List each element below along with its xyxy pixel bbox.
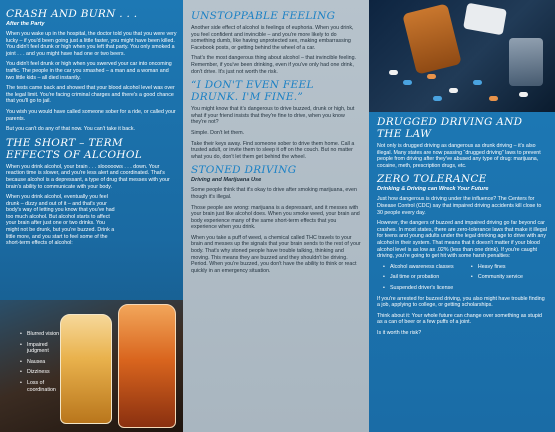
- list-item: • Jail time or probation: [383, 274, 467, 281]
- drugged-heading: DRUGGED DRIVING AND THE LAW: [377, 116, 523, 140]
- crash-paragraph: You wish you would have called someone sober for a ride, or called your parents.: [6, 108, 176, 122]
- drugged-paragraph: Not only is drugged driving as dangerous as drunk driving – it's also illegal. Many states are now passing “drugged driving” laws to prevent people from driving after they've abused any type of drug: marijuana, cocaine, meth, prescription drugs, etc.: [377, 143, 541, 169]
- bottle-cap-icon: [463, 3, 507, 36]
- cocktail-glass-icon: [118, 304, 176, 428]
- crash-paragraph: But you can't do any of that now. You can't take it back.: [6, 126, 135, 133]
- penalties-right: [471, 264, 547, 296]
- pill-icon: [403, 80, 412, 85]
- list-item: • Suspended driver's license: [383, 285, 467, 292]
- list-item: • Alcohol awareness classes: [383, 264, 467, 271]
- zero-subheading: Drinking & Driving can Wreck Your Future: [377, 186, 489, 193]
- zero-paragraph: Just how dangerous is driving under the influence? The Centers for Disease Control (CDC) say that impaired driving accidents kill close to 30 people every day.: [377, 196, 542, 216]
- stoned-heading: STONED DRIVING: [191, 164, 297, 177]
- crash-subheading: After the Party: [6, 21, 45, 27]
- pill-icon: [489, 96, 498, 101]
- unstoppable-heading: UNSTOPPABLE FEELING: [191, 10, 336, 22]
- list-item: • Loss of coordination: [20, 380, 70, 393]
- crash-heading: CRASH AND BURN . . .: [6, 8, 138, 20]
- pill-icon: [519, 92, 528, 97]
- penalties-left: [377, 264, 467, 296]
- shortterm-paragraph: When you drink alcohol, eventually you feel drunk – dizzy and out of it – and that's your body's way of letting you know that you've had too much alcohol. But alcohol starts to affect your brain after just one or two drinks. You might not be drunk, but you're buzzed. Drink a little more, and you start to feel some of the short-term effects of alcohol:: [6, 194, 115, 247]
- list-item: • Nausea: [20, 359, 70, 366]
- list-item: • Dizziness: [20, 369, 70, 376]
- pill-icon: [433, 96, 442, 101]
- shortterm-heading: THE SHORT – TERM EFFECTS OF ALCOHOL: [6, 136, 143, 161]
- list-item: • Heavy fines: [471, 264, 547, 271]
- glasses-image: [0, 300, 183, 432]
- panel-middle: [183, 0, 369, 432]
- pill-icon: [473, 80, 482, 85]
- shot-glass-icon: [509, 38, 543, 86]
- stoned-subheading: Driving and Marijuana Use: [191, 177, 262, 184]
- pill-icon: [427, 74, 436, 79]
- zero-paragraph: Think about it: Your whole future can change over something as stupid as a can of beer or a few puffs of a joint.: [377, 312, 542, 326]
- fine-paragraph: Simple. Don't let them.: [191, 129, 245, 136]
- list-item: • Blurred vision: [20, 331, 70, 338]
- pill-icon: [449, 88, 458, 93]
- unstoppable-paragraph: Another side effect of alcohol is feelings of euphoria. When you drink, you feel confident and invincible – and you're more likely to do something dumb, like having unprotected sex, making embarrassing Facebook posts, or getting behind the wheel of a car.: [191, 25, 354, 51]
- zero-paragraph: However, the dangers of buzzed and impaired driving go far beyond car crashes. In most states, there are zero-tolerance laws that make it illegal for teens and young adults under the legal drinking age to drive with any alcohol in their system. That means that it doesn't matter if your blood alcohol level is as low as .02% (less than one drink). If you're caught driving, you're going to get hit with some harsh penalties:: [377, 220, 547, 260]
- crash-paragraph: The tests came back and showed that your blood alcohol level was over the legal limit. You're facing criminal charges and there's a good chance that you'll go to jail.: [6, 85, 175, 105]
- pill-bottle-icon: [402, 3, 462, 74]
- crash-paragraph: You didn't feel drunk or high when you swerved your car into oncoming traffic. The people in the car you smashed – a man and a woman and two little kids – all died instantly.: [6, 61, 172, 81]
- zero-paragraph: Is it worth the risk?: [377, 329, 422, 336]
- stoned-paragraph: Those people are wrong: marijuana is a depressant, and it messes with your brain just like alcohol does. When you smoke weed, your brain and body experience many of the same short-term effects that you experience when you drink.: [191, 204, 360, 231]
- penalties-list: [377, 264, 547, 296]
- zero-paragraph: If you're arrested for buzzed driving, you also might have trouble finding a job, applying to college, or getting scholarships.: [377, 295, 545, 309]
- zero-heading: ZERO TOLERANCE: [377, 173, 487, 186]
- list-item: • Community service: [471, 274, 547, 281]
- fine-heading: “I DON'T EVEN FEEL DRUNK. I'M FINE.”: [191, 79, 314, 104]
- unstoppable-paragraph: That's the most dangerous thing about alcohol – that invincible feeling. Remember, if you've been drinking, even if you've only had one drink, don't drive. It's just not worth the risk.: [191, 55, 357, 75]
- fine-paragraph: You might know that it's dangerous to drive buzzed, drunk or high, but what if your friend insists that they're fine to drive, when you know they're not?: [191, 106, 355, 126]
- effects-list: [20, 331, 70, 397]
- fine-paragraph: Take their keys away. Find someone sober to drive them home. Call a trusted adult, or invite them to sleep it off on the couch. But no matter what you do, don't let them get behind the wheel.: [191, 140, 355, 160]
- stoned-paragraph: Some people think that it's okay to drive after smoking marijuana, even though it's illegal.: [191, 187, 357, 200]
- list-item: • Impaired judgment: [20, 342, 70, 355]
- stoned-paragraph: When you take a puff of weed, a chemical called THC travels to your brain and messes up the signals that your brain sends to the rest of your body. That's why stoned people have trouble talking, thinking and moving. This means they are buzzed and they shouldn't be driving. Period. When you're buzzed, you don't have the ability to think or react quickly in an emergency situation.: [191, 234, 361, 274]
- crash-paragraph: When you wake up in the hospital, the doctor told you that you were very lucky – if you'd been going just a little faster, you might have been killed. You didn't feel drunk or high when you left that party. You only smoked a joint . . . and you might have had one or two beers.: [6, 31, 177, 57]
- shortterm-paragraph: When you drink alcohol, your brain . . . slooooows . . . down. Your reaction time is slower, and you're less alert and coordinated. That's because alcohol is a depressant, a type of drug that messes with your brain's ability to communicate with your body.: [6, 163, 170, 190]
- pills-image: [369, 0, 555, 112]
- pill-icon: [389, 70, 398, 75]
